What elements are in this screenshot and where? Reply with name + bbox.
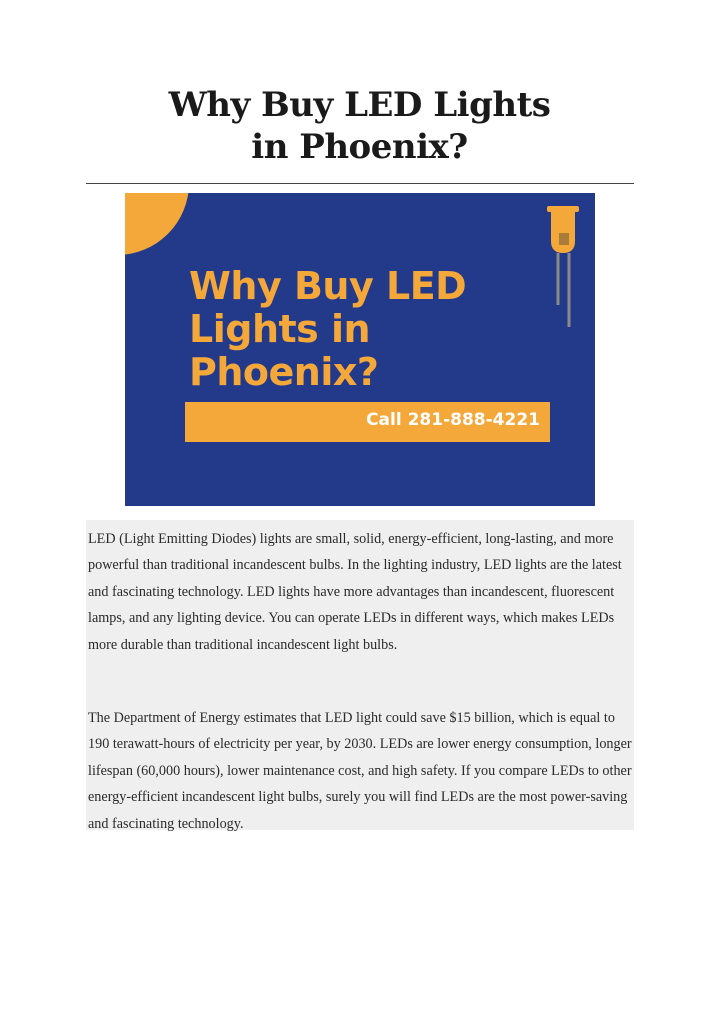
article-paragraph-1: LED (Light Emitting Diodes) lights are small, solid, energy-efficient, long-lasting, and more powerful than traditional incandescent bulbs. In the lighting industry, LED lights are the latest and fascinating technology. LED lights have more advantages than incandescent, fluorescent lamps, and any lighting device. You can operate LEDs in different ways, which makes LEDs more durable than traditional incandescent light bulbs. <box>88 531 622 653</box>
page-title-line-2: in Phoenix? <box>251 127 468 167</box>
call-to-action-bar <box>185 402 550 442</box>
banner-image <box>125 193 595 506</box>
banner-headline <box>189 265 466 394</box>
call-to-action-text: Call 281-888-4221 <box>366 410 540 430</box>
title-divider <box>86 183 634 184</box>
page-title-line-1: Why Buy LED Lights <box>168 85 551 125</box>
led-bulb-icon <box>547 206 579 327</box>
banner-headline-line-1: Why Buy LED <box>189 264 467 308</box>
page-title <box>0 84 719 168</box>
article-paragraph-2: The Department of Energy estimates that LED light could save $15 billion, which is equal to 190 terawatt-hours of electricity per year, by 2030. LEDs are lower energy consumption, longer lifespan (60,000 hours), lower maintenance cost, and high safety. If you compare LEDs to other energy-efficient incandescent light bulbs, surely you will find LEDs are the most power-saving and fascinating technology. <box>88 710 632 832</box>
banner-headline-line-2: Lights in <box>189 307 371 351</box>
sun-circle <box>125 193 189 255</box>
banner-headline-line-3: Phoenix? <box>189 350 379 394</box>
